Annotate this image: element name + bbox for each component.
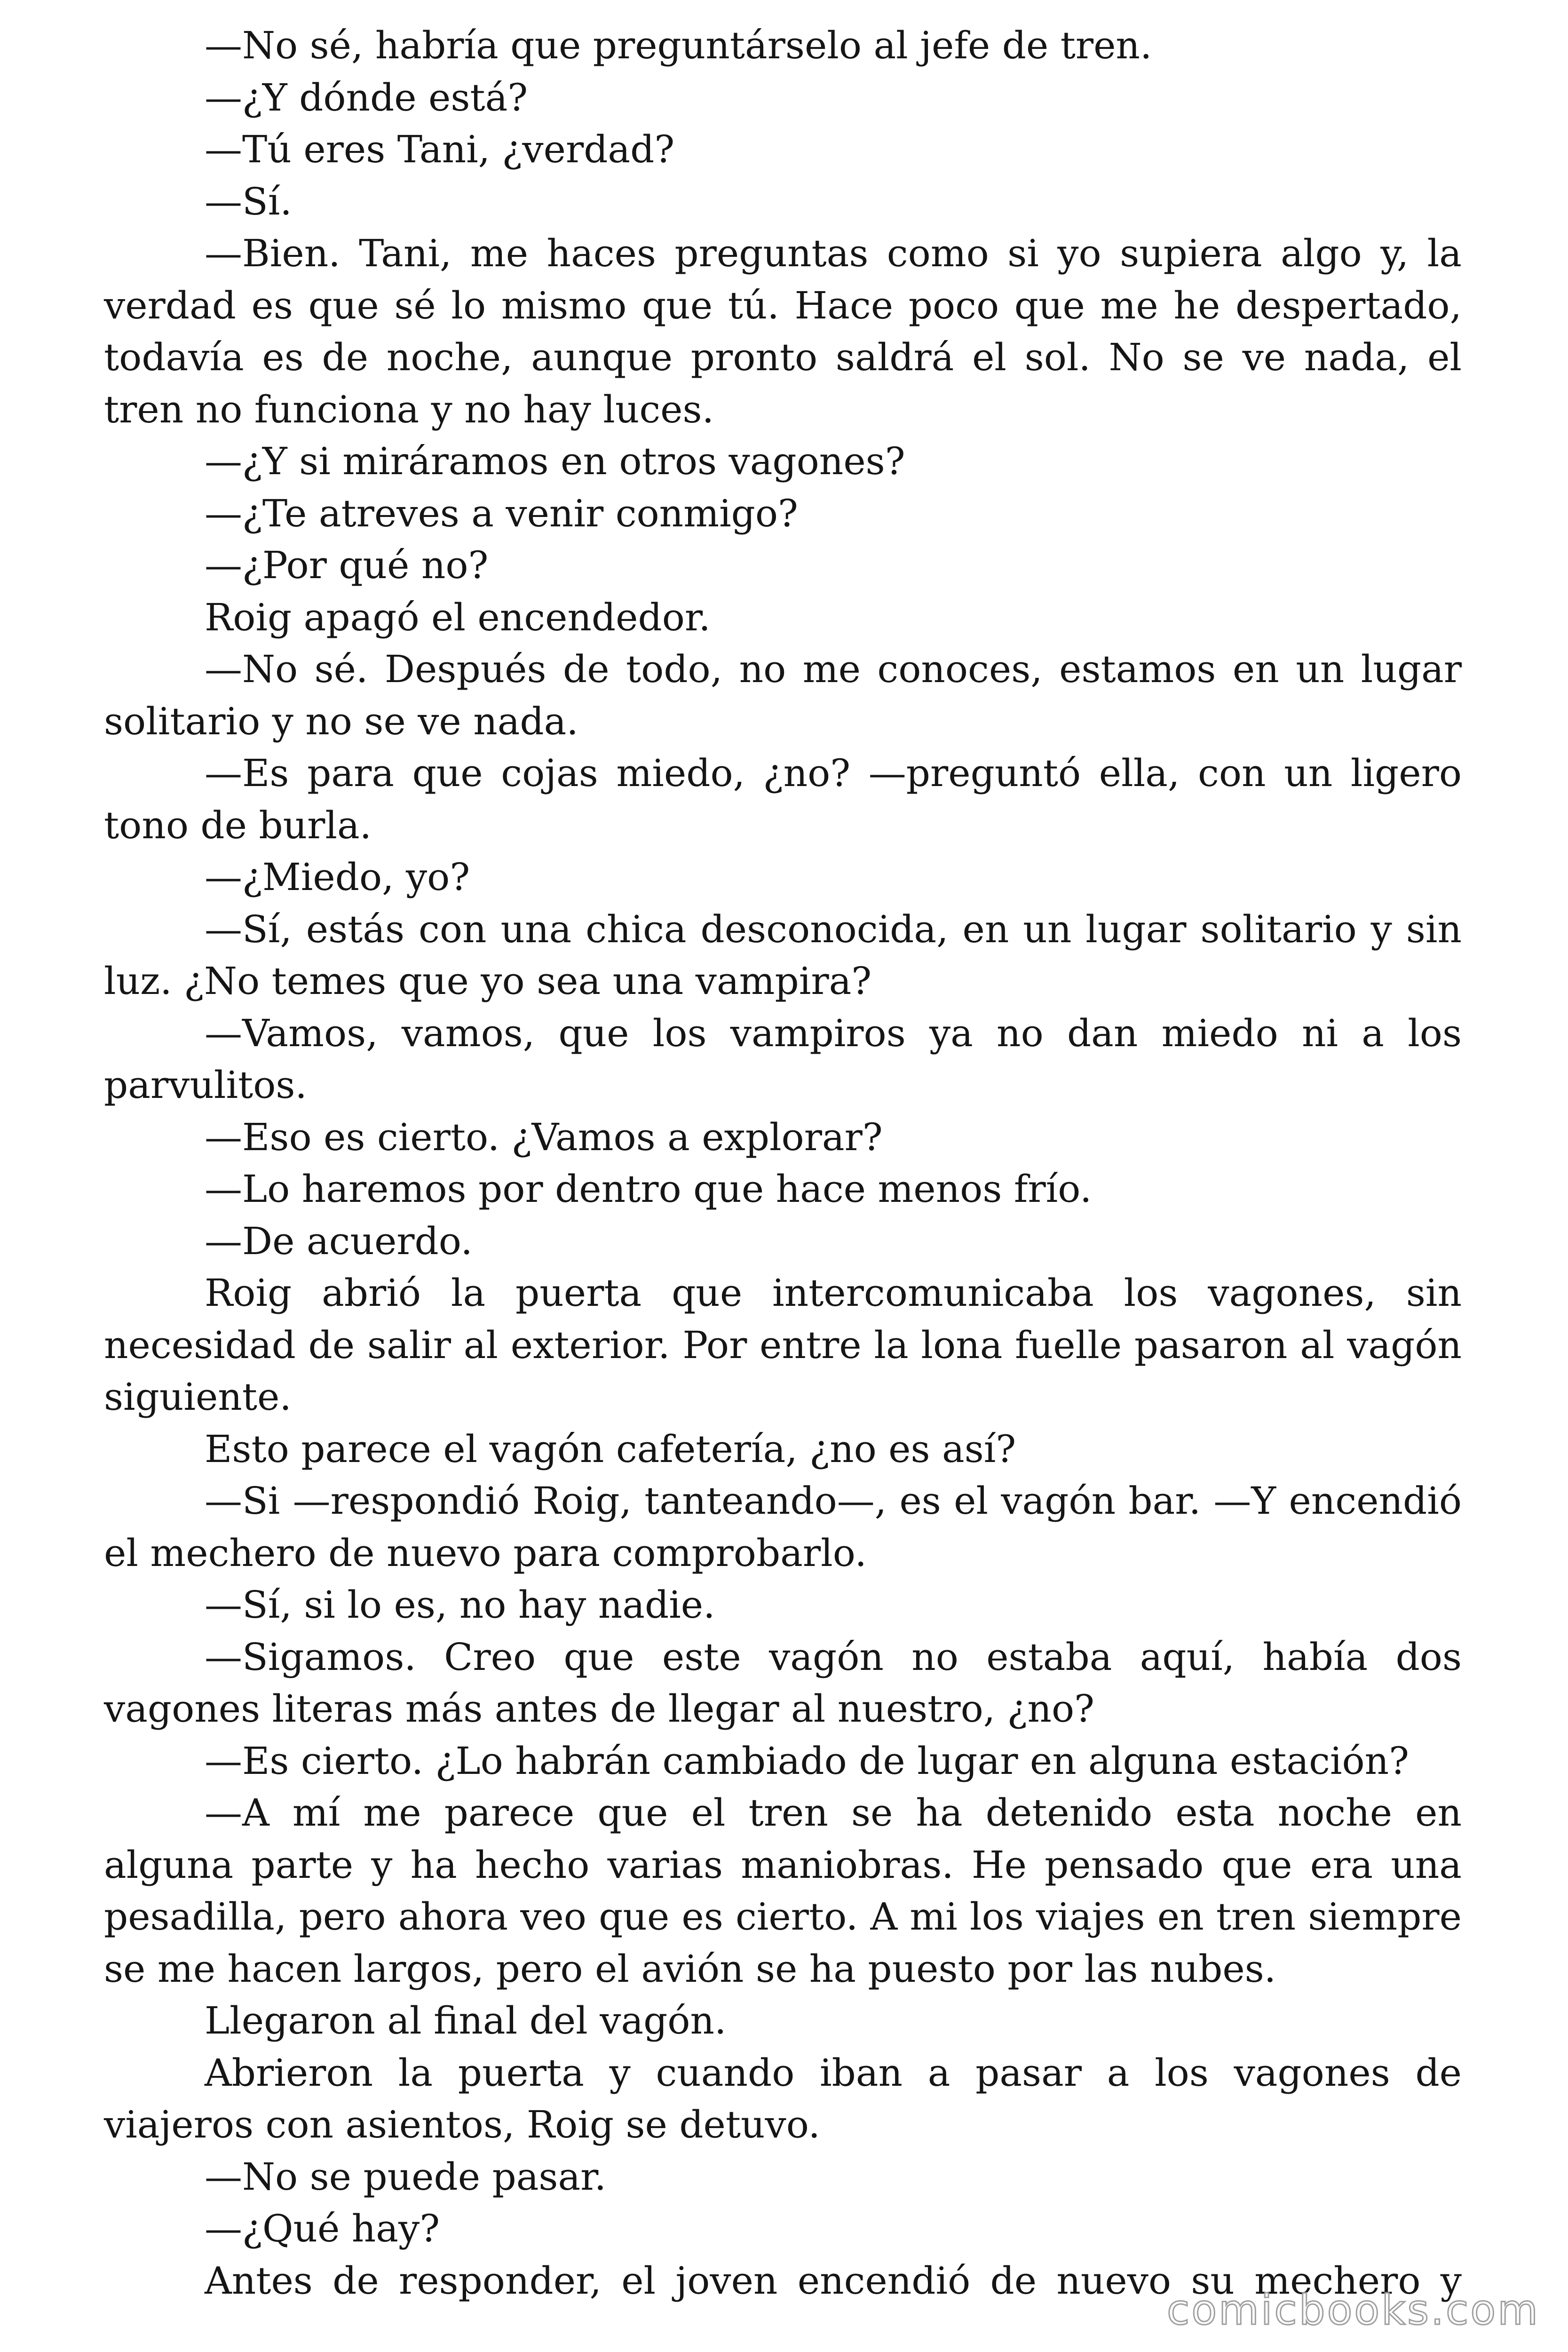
paragraph: Abrieron la puerta y cuando iban a pasar a los vagones de viajeros con asientos, Roig se detuvo. bbox=[104, 2050, 1462, 2146]
paragraph-continued: Antes de responder, el joven encendió de nuevo su mechero y bbox=[205, 2258, 1462, 2303]
page-text-body bbox=[104, 20, 1462, 2307]
paragraph: —Sí, estás con una chica desconocida, en un lugar solitario y sin luz. ¿No temes que yo sea una vampira? bbox=[104, 907, 1462, 1003]
paragraph: —¿Miedo, yo? bbox=[205, 855, 470, 899]
paragraph: —Vamos, vamos, que los vampiros ya no dan miedo ni a los parvulitos. bbox=[104, 1011, 1462, 1107]
paragraph: —Tú eres Tani, ¿verdad? bbox=[205, 127, 675, 171]
paragraph: —Eso es cierto. ¿Vamos a explorar? bbox=[205, 1115, 883, 1159]
paragraph: —¿Qué hay? bbox=[205, 2207, 440, 2250]
paragraph: —¿Por qué no? bbox=[205, 543, 489, 587]
paragraph: Roig apagó el encendedor. bbox=[205, 595, 711, 639]
paragraph: —Es cierto. ¿Lo habrán cambiado de lugar en alguna estación? bbox=[205, 1739, 1410, 1783]
paragraph: —No se puede pasar. bbox=[205, 2154, 607, 2199]
paragraph: —¿Te atreves a venir conmigo? bbox=[205, 491, 798, 535]
paragraph: —Sigamos. Creo que este vagón no estaba aquí, había dos vagones literas más antes de llegar al nuestro, ¿no? bbox=[104, 1635, 1462, 1731]
paragraph: —No sé. Después de todo, no me conoces, estamos en un lugar solitario y no se ve nada. bbox=[104, 647, 1462, 743]
paragraph: —¿Y si miráramos en otros vagones? bbox=[205, 439, 905, 483]
watermark-text: comicbooks.com bbox=[1166, 2286, 1540, 2334]
paragraph: —Bien. Tani, me haces preguntas como si yo supiera algo y, la verdad es que sé lo mismo que tú. Hace poco que me he despertado, todavía es de noche, aunque pronto saldrá el sol. No se ve nada, el tren no funciona y no hay luces. bbox=[104, 231, 1462, 431]
paragraph: —A mí me parece que el tren se ha detenido esta noche en alguna parte y ha hecho varias maniobras. He pensado que era una pesadilla, pero ahora veo que es cierto. A mi los viajes en tren siempre se me hacen largos, pero el avión se ha puesto por las nubes. bbox=[104, 1791, 1462, 1991]
paragraph: —No sé, habría que preguntárselo al jefe de tren. bbox=[205, 24, 1152, 67]
paragraph: —Sí, si lo es, no hay nadie. bbox=[205, 1583, 715, 1627]
paragraph: —Lo haremos por dentro que hace menos frío. bbox=[205, 1167, 1092, 1211]
paragraph: —De acuerdo. bbox=[205, 1219, 473, 1263]
paragraph: —¿Y dónde está? bbox=[205, 75, 528, 119]
paragraph: Roig abrió la puerta que intercomunicaba los vagones, sin necesidad de salir al exterior. Por entre la lona fuelle pasaron al vagón siguiente. bbox=[104, 1271, 1462, 1419]
paragraph: —Sí. bbox=[205, 179, 292, 223]
paragraph: —Es para que cojas miedo, ¿no? —preguntó ella, con un ligero tono de burla. bbox=[104, 751, 1462, 847]
paragraph: Esto parece el vagón cafetería, ¿no es así? bbox=[205, 1427, 1016, 1471]
paragraph: —Si —respondió Roig, tanteando—, es el vagón bar. —Y encendió el mechero de nuevo para comprobarlo. bbox=[104, 1479, 1462, 1575]
paragraph: Llegaron al final del vagón. bbox=[205, 1999, 727, 2042]
